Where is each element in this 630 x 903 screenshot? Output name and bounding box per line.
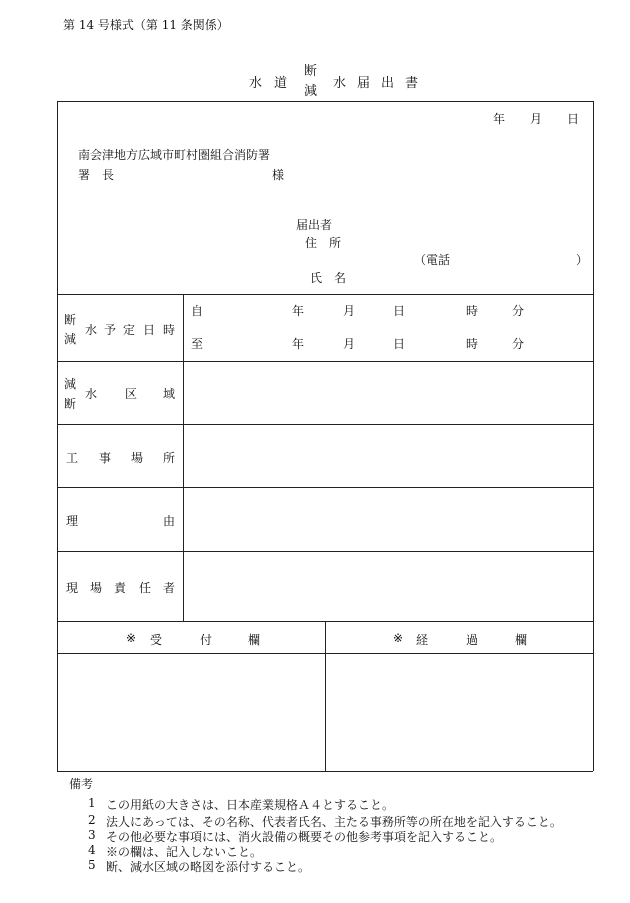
label-char: ※ xyxy=(393,631,404,645)
note-text: その他必要な事項には、消火設備の概要その他参考事項を記入すること。 xyxy=(106,830,503,844)
row-divider xyxy=(57,294,593,295)
label-char: 任 xyxy=(139,581,152,595)
note-text: ※の欄は、記入しないこと。 xyxy=(106,845,263,859)
applicant-phone-open: （電話 xyxy=(414,253,451,267)
label-char: ※ xyxy=(126,631,137,645)
label-char: 者 xyxy=(163,581,176,595)
label-stack-top: 減 xyxy=(64,377,77,391)
reason-input[interactable] xyxy=(184,488,592,551)
notes-heading: 備考 xyxy=(69,777,94,791)
progress-area xyxy=(326,654,592,770)
reception-area xyxy=(58,654,324,770)
label-char: 水 xyxy=(85,387,98,401)
note-text: この用紙の大きさは、日本産業規格Ａ４とすること。 xyxy=(106,798,395,812)
applicant-phone-close: ） xyxy=(576,253,589,267)
note-text: 法人にあっては、その名称、代表者氏名、主たる事務所等の所在地を記入すること。 xyxy=(106,815,562,829)
label-char: 時 xyxy=(163,323,176,337)
label-char: 欄 xyxy=(515,633,528,647)
to-year: 年 xyxy=(292,337,305,351)
title-char: 届 xyxy=(357,76,371,91)
note-number: 5 xyxy=(88,858,96,872)
label-stack-bottom: 断 xyxy=(64,397,77,411)
label-char: 水 xyxy=(85,323,98,337)
label-char: 定 xyxy=(123,323,136,337)
date-day: 日 xyxy=(567,112,580,126)
label-char: 過 xyxy=(466,633,479,647)
label-char: 事 xyxy=(99,451,112,465)
table-border-top xyxy=(57,101,593,102)
label-char: 欄 xyxy=(248,633,261,647)
addressee-organization: 南会津地方広域市町村圏組合消防署 xyxy=(78,148,271,162)
table-border-right xyxy=(593,101,594,771)
title-char: 書 xyxy=(405,76,419,91)
label-char: 受 xyxy=(150,633,163,647)
title-stack-top: 断 xyxy=(304,64,318,79)
to-month: 月 xyxy=(343,337,356,351)
area-input[interactable] xyxy=(184,362,592,424)
label-char: 場 xyxy=(90,581,103,595)
applicant-name-label: 氏 名 xyxy=(310,271,347,285)
to-prefix: 至 xyxy=(191,337,204,351)
to-hour: 時 xyxy=(466,337,479,351)
title-char: 水 xyxy=(333,76,347,91)
from-hour: 時 xyxy=(466,304,479,318)
note-number: 3 xyxy=(88,828,96,842)
label-char: 経 xyxy=(416,633,429,647)
from-year: 年 xyxy=(292,304,305,318)
title-char: 出 xyxy=(381,76,395,91)
label-char: 工 xyxy=(66,451,79,465)
label-char: 所 xyxy=(163,451,176,465)
note-text: 断、減水区域の略図を添付すること。 xyxy=(106,860,311,874)
from-day: 日 xyxy=(393,304,406,318)
label-char: 日 xyxy=(143,323,156,337)
label-char: 区 xyxy=(125,387,138,401)
supervisor-input[interactable] xyxy=(184,552,592,621)
date-year: 年 xyxy=(493,112,506,126)
title-char: 道 xyxy=(274,76,288,91)
addressee-position: 署 長 xyxy=(78,168,115,182)
label-char: 責 xyxy=(114,581,127,595)
from-month: 月 xyxy=(343,304,356,318)
label-char: 場 xyxy=(131,451,144,465)
label-char: 由 xyxy=(163,514,176,528)
to-day: 日 xyxy=(393,337,406,351)
addressee-honorific: 様 xyxy=(272,168,285,182)
form-number: 第 14 号様式（第 11 条関係） xyxy=(63,18,229,32)
applicant-label: 届出者 xyxy=(296,218,333,232)
label-stack-bottom: 減 xyxy=(64,332,77,346)
label-char: 理 xyxy=(66,514,79,528)
note-number: 1 xyxy=(88,796,96,810)
to-minute: 分 xyxy=(512,337,525,351)
title-char: 水 xyxy=(249,76,263,91)
date-month: 月 xyxy=(530,112,543,126)
title-stack-bottom: 減 xyxy=(304,84,318,99)
note-number: 4 xyxy=(88,843,96,857)
label-char: 現 xyxy=(66,581,79,595)
table-border-bottom xyxy=(57,771,593,772)
from-prefix: 自 xyxy=(191,304,204,318)
from-minute: 分 xyxy=(512,304,525,318)
site-input[interactable] xyxy=(184,425,592,487)
label-char: 域 xyxy=(163,387,176,401)
note-number: 2 xyxy=(88,813,96,827)
label-char: 付 xyxy=(200,633,213,647)
label-stack-top: 断 xyxy=(64,313,77,327)
label-char: 予 xyxy=(104,323,117,337)
applicant-address-label: 住 所 xyxy=(305,236,342,250)
